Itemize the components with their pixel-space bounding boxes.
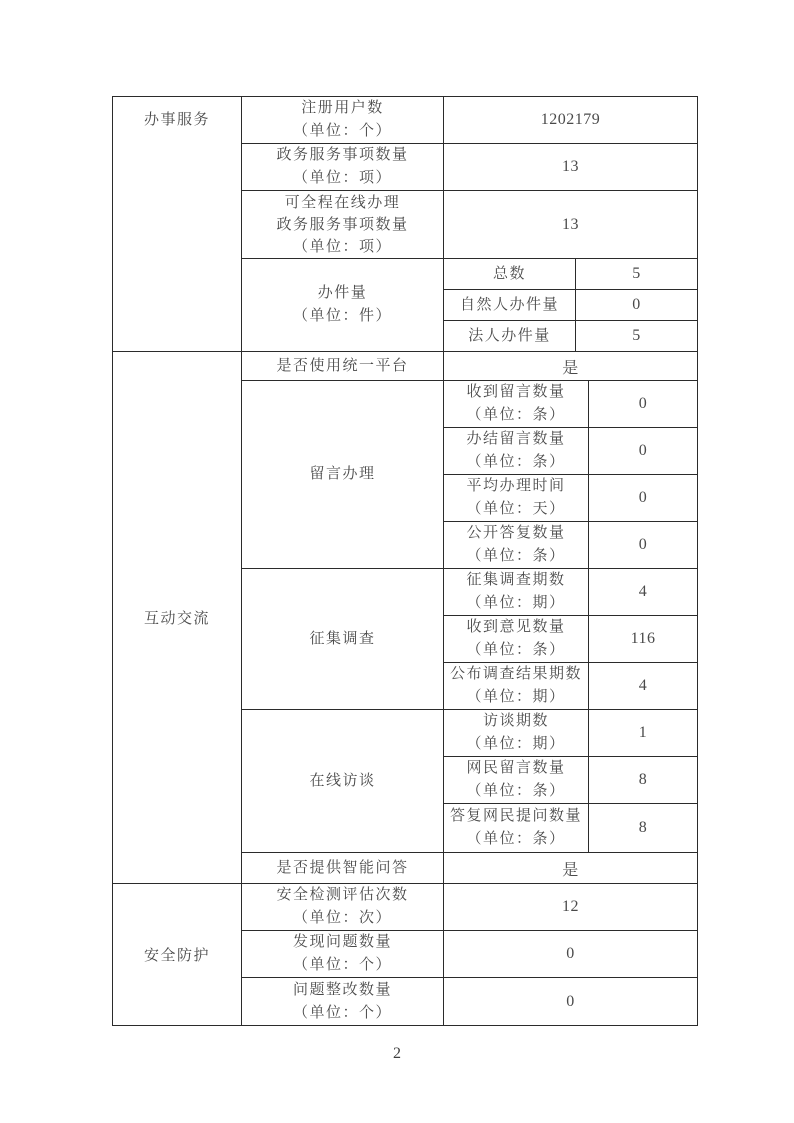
item-value-problems-fixed: 0: [444, 978, 698, 1026]
item-value-service-items: 13: [444, 144, 698, 191]
item-label-line: 可全程在线办理: [284, 194, 401, 211]
sub-item-value-questions-answered: 8: [589, 804, 698, 853]
sub-item-value-messages-received: 0: [589, 381, 698, 428]
sub-item-label-opinions-received: [444, 616, 589, 663]
item-label-message-handling: 留言办理: [242, 381, 444, 569]
sub-item-unit-line: （单位：天）: [466, 501, 566, 517]
item-label-line: 政务服务事项数量: [276, 147, 409, 163]
sub-item-label-line: 公布调查结果期数: [449, 666, 582, 682]
sub-item-label-line: 办结留言数量: [466, 431, 566, 447]
item-unit-line: （单位：项）: [292, 238, 392, 255]
sub-item-label-line: 网民留言数量: [466, 760, 566, 776]
sub-item-value-legal-person: 5: [576, 321, 698, 352]
sub-item-unit-line: （单位：条）: [466, 783, 566, 799]
item-label-line: 发现问题数量: [292, 934, 392, 950]
sub-item-label-legal-person: 法人办件量: [444, 321, 576, 352]
section-name: 互动交流: [143, 611, 210, 627]
item-unit-line: （单位：次）: [292, 910, 392, 926]
item-label-line: 办件量: [317, 285, 368, 301]
item-value-unified-platform: 是: [444, 352, 698, 381]
sub-item-value-messages-resolved: 0: [589, 428, 698, 475]
sub-item-unit-line: （单位：条）: [466, 642, 566, 658]
item-label-case-volume: [242, 259, 444, 352]
sub-item-label-interview-periods: [444, 710, 589, 757]
item-unit-line: （单位：项）: [292, 170, 392, 186]
sub-item-unit-line: （单位：期）: [466, 595, 566, 611]
sub-item-value-survey-periods: 4: [589, 569, 698, 616]
sub-item-label-messages-resolved: [444, 428, 589, 475]
sub-item-label-survey-periods: [444, 569, 589, 616]
item-unit-line: （单位：件）: [292, 308, 392, 324]
item-value-smart-qa: 是: [444, 853, 698, 884]
sub-item-value-netizen-messages: 8: [589, 757, 698, 804]
page-number: 2: [393, 1045, 401, 1062]
section-name: 办事服务: [143, 112, 210, 128]
sub-item-value-opinions-received: 116: [589, 616, 698, 663]
sub-item-label-line: 访谈期数: [482, 713, 549, 729]
sub-item-label-line: 收到留言数量: [466, 384, 566, 400]
sub-item-label-natural-person: 自然人办件量: [444, 290, 576, 321]
sub-item-unit-line: （单位：期）: [466, 736, 566, 752]
sub-item-unit-line: （单位：条）: [466, 831, 566, 847]
sub-item-value-interview-periods: 1: [589, 710, 698, 757]
sub-item-unit-line: （单位：条）: [466, 407, 566, 423]
sub-item-value-total: 5: [576, 259, 698, 290]
item-label-line: 安全检测评估次数: [276, 887, 409, 903]
sub-item-label-line: 征集调查期数: [466, 572, 566, 588]
sub-item-value-avg-handling-time: 0: [589, 475, 698, 522]
sub-item-label-avg-handling-time: [444, 475, 589, 522]
section-label-banshi: [113, 97, 242, 352]
sub-item-label-total: 总数: [444, 259, 576, 290]
item-label-problems-fixed: [242, 978, 444, 1026]
sub-item-value-public-replies: 0: [589, 522, 698, 569]
sub-item-label-line: 收到意见数量: [466, 619, 566, 635]
sub-item-label-public-replies: [444, 522, 589, 569]
section-label-anquan: [113, 884, 242, 1026]
item-label-service-items: [242, 144, 444, 191]
item-value-problems-found: 0: [444, 931, 698, 978]
sub-item-label-line: 公开答复数量: [466, 525, 566, 541]
item-unit-line: （单位：个）: [292, 123, 392, 139]
sub-item-unit-line: （单位：期）: [466, 689, 566, 705]
item-unit-line: （单位：个）: [292, 957, 392, 973]
item-label-online-interviews: 在线访谈: [242, 710, 444, 853]
sub-item-label-netizen-messages: [444, 757, 589, 804]
item-unit-line: （单位：个）: [292, 1004, 392, 1021]
item-label-problems-found: [242, 931, 444, 978]
item-label-unified-platform: 是否使用统一平台: [242, 352, 444, 381]
sub-item-unit-line: （单位：条）: [466, 548, 566, 564]
item-value-online-service-items: 13: [444, 191, 698, 259]
section-label-hudong: [113, 352, 242, 884]
item-label-smart-qa: 是否提供智能问答: [242, 853, 444, 884]
item-value-security-assessments: 12: [444, 884, 698, 931]
item-label-line: 注册用户数: [301, 100, 384, 116]
sub-item-label-messages-received: [444, 381, 589, 428]
sub-item-label-results-published: [444, 663, 589, 710]
item-label-registered-users: [242, 97, 444, 144]
item-label-online-service-items: [242, 191, 444, 259]
sub-item-label-line: 答复网民提问数量: [449, 808, 582, 824]
sub-item-unit-line: （单位：条）: [466, 454, 566, 470]
sub-item-label-line: 平均办理时间: [466, 478, 566, 494]
sub-item-value-results-published: 4: [589, 663, 698, 710]
sub-item-value-natural-person: 0: [576, 290, 698, 321]
sub-item-label-questions-answered: [444, 804, 589, 853]
report-table: [112, 96, 698, 1026]
section-name: 安全防护: [143, 948, 210, 964]
item-label-surveys: 征集调查: [242, 569, 444, 710]
item-label-line: 政务服务事项数量: [276, 216, 409, 233]
item-label-line: 问题整改数量: [292, 981, 392, 998]
item-value-registered-users: 1202179: [444, 97, 698, 144]
item-label-security-assessments: [242, 884, 444, 931]
